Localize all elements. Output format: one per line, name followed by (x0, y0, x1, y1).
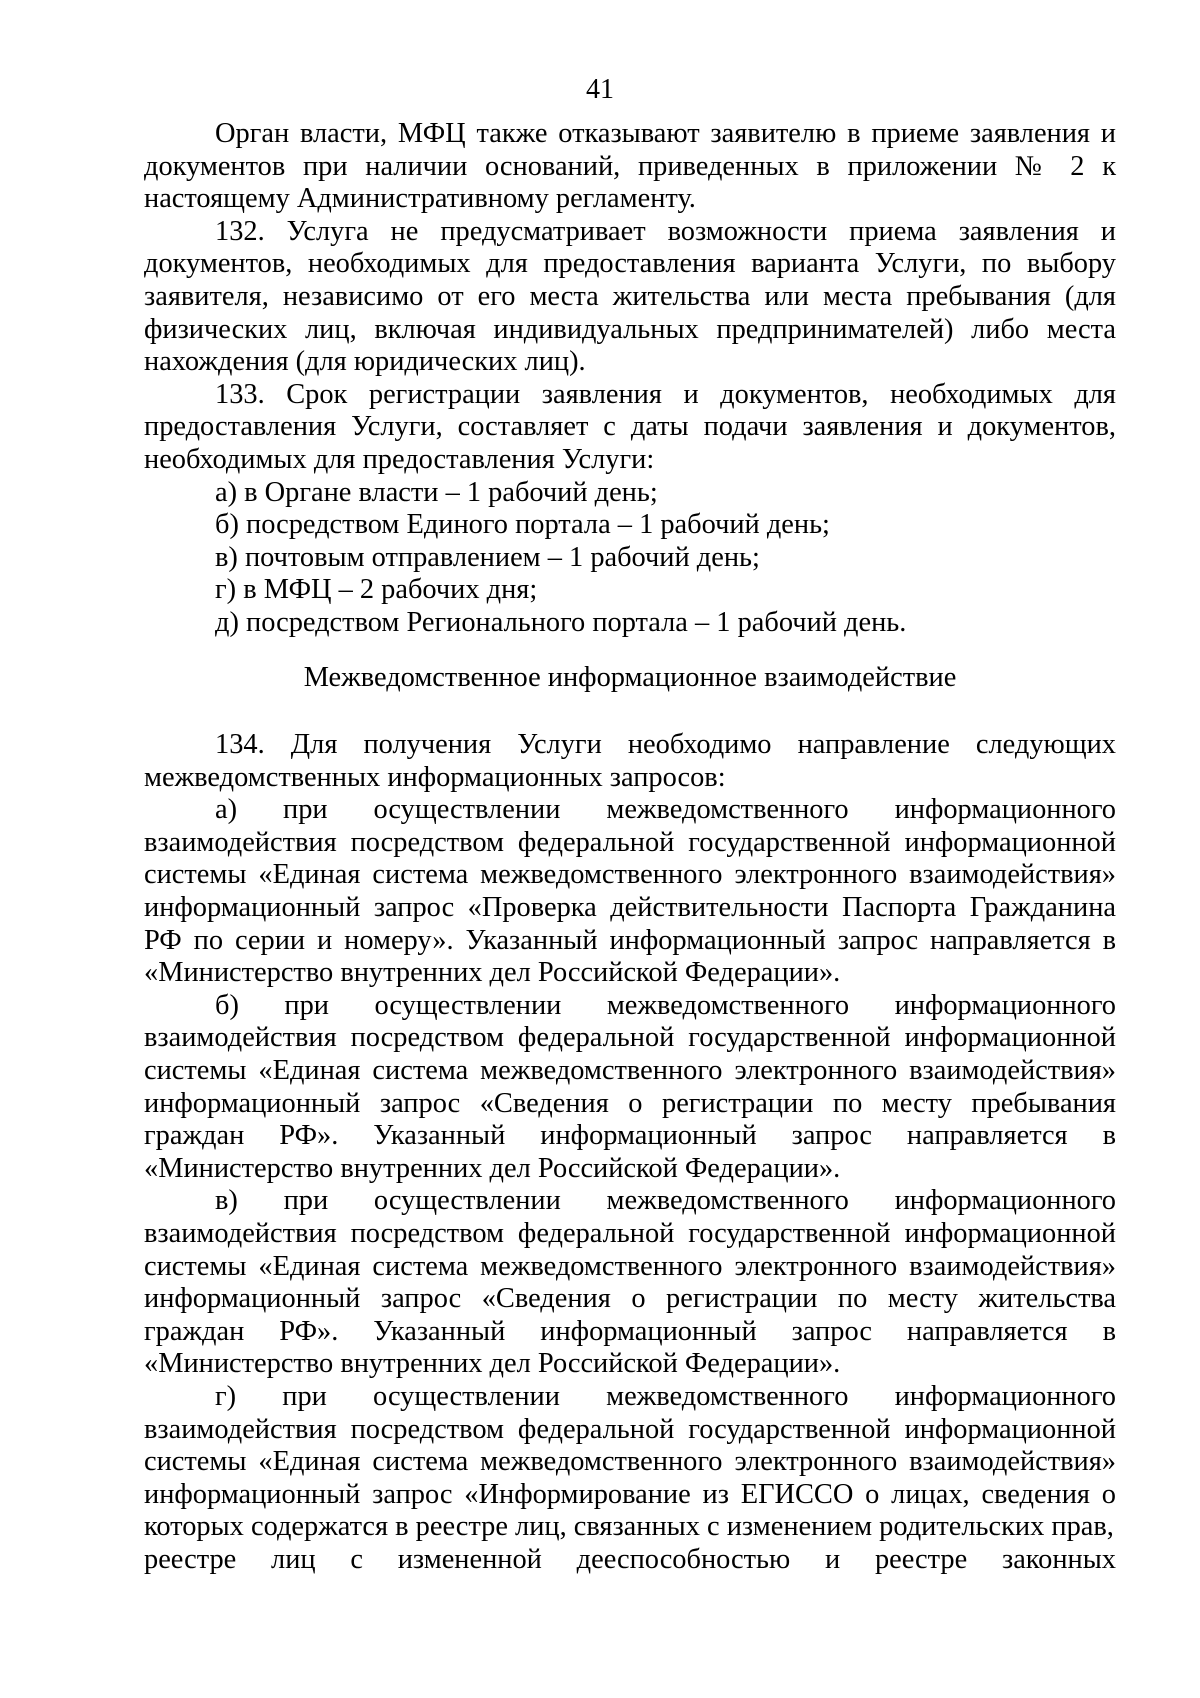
paragraph-134: 134. Для получения Услуги необходимо направление следующих межведомственных информационных запросов: (144, 729, 1116, 793)
list-item-g: г) в МФЦ – 2 рабочих дня; (215, 574, 538, 606)
paragraph-132: 132. Услуга не предусматривает возможности приема заявления и документов, необходимых для предоставления варианта Услуги, по выбору заявителя, независимо от его места жительства или места пребывания (для физических лиц, включая индивидуальных предпринимателей) либо места нахождения (для юридических лиц). (144, 215, 1116, 378)
list-item-b: б) посредством Единого портала – 1 рабочий день; (215, 509, 830, 541)
paragraph-refusal: Орган власти, МФЦ также отказывают заявителю в приеме заявления и документов при наличии оснований, приведенных в приложении № 2 к настоящему Административному регламенту. (144, 118, 1116, 215)
document-body (144, 118, 1116, 1577)
paragraph-134-v: в) при осуществлении межведомственного информационного взаимодействия посредством федеральной государственной информационной системы «Единая система межведомственного электронного взаимодействия» информационный запрос «Сведения о регистрации по месту жительства граждан РФ». Указанный информационный запрос направляется в «Министерство внутренних дел Российской Федерации». (144, 1185, 1116, 1380)
paragraph-134-a: а) при осуществлении межведомственного информационного взаимодействия посредством федеральной государственной информационной системы «Единая система межведомственного электронного взаимодействия» информационный запрос «Проверка действительности Паспорта Гражданина РФ по серии и номеру». Указанный информационный запрос направляется в «Министерство внутренних дел Российской Федерации». (144, 794, 1116, 989)
list-item-d: д) посредством Регионального портала – 1 рабочий день. (215, 606, 907, 638)
section-heading: Межведомственное информационное взаимодействие (303, 661, 957, 693)
paragraph-134-b: б) при осуществлении межведомственного информационного взаимодействия посредством федеральной государственной информационной системы «Единая система межведомственного электронного взаимодействия» информационный запрос «Сведения о регистрации по месту пребывания граждан РФ». Указанный информационный запрос направляется в «Министерство внутренних дел Российской Федерации». (144, 989, 1116, 1184)
list-item-a: а) в Органе власти – 1 рабочий день; (215, 476, 658, 508)
paragraph-133: 133. Срок регистрации заявления и документов, необходимых для предоставления Услуги, составляет с даты подачи заявления и документов, необходимых для предоставления Услуги: (144, 378, 1116, 475)
paragraph-134-g: г) при осуществлении межведомственного информационного взаимодействия посредством федеральной государственной информационной системы «Единая система межведомственного электронного взаимодействия» информационный запрос «Информирование из ЕГИССО о лицах, сведения о которых содержатся в реестре лиц, связанных с изменением родительских прав, (144, 1380, 1116, 1543)
page-number: 41 (586, 74, 614, 105)
list-item-v: в) почтовым отправлением – 1 рабочий день; (215, 541, 760, 573)
paragraph-134-g-continuation: реестре лиц с измененной дееспособностью и реестре законных (144, 1543, 1116, 1575)
